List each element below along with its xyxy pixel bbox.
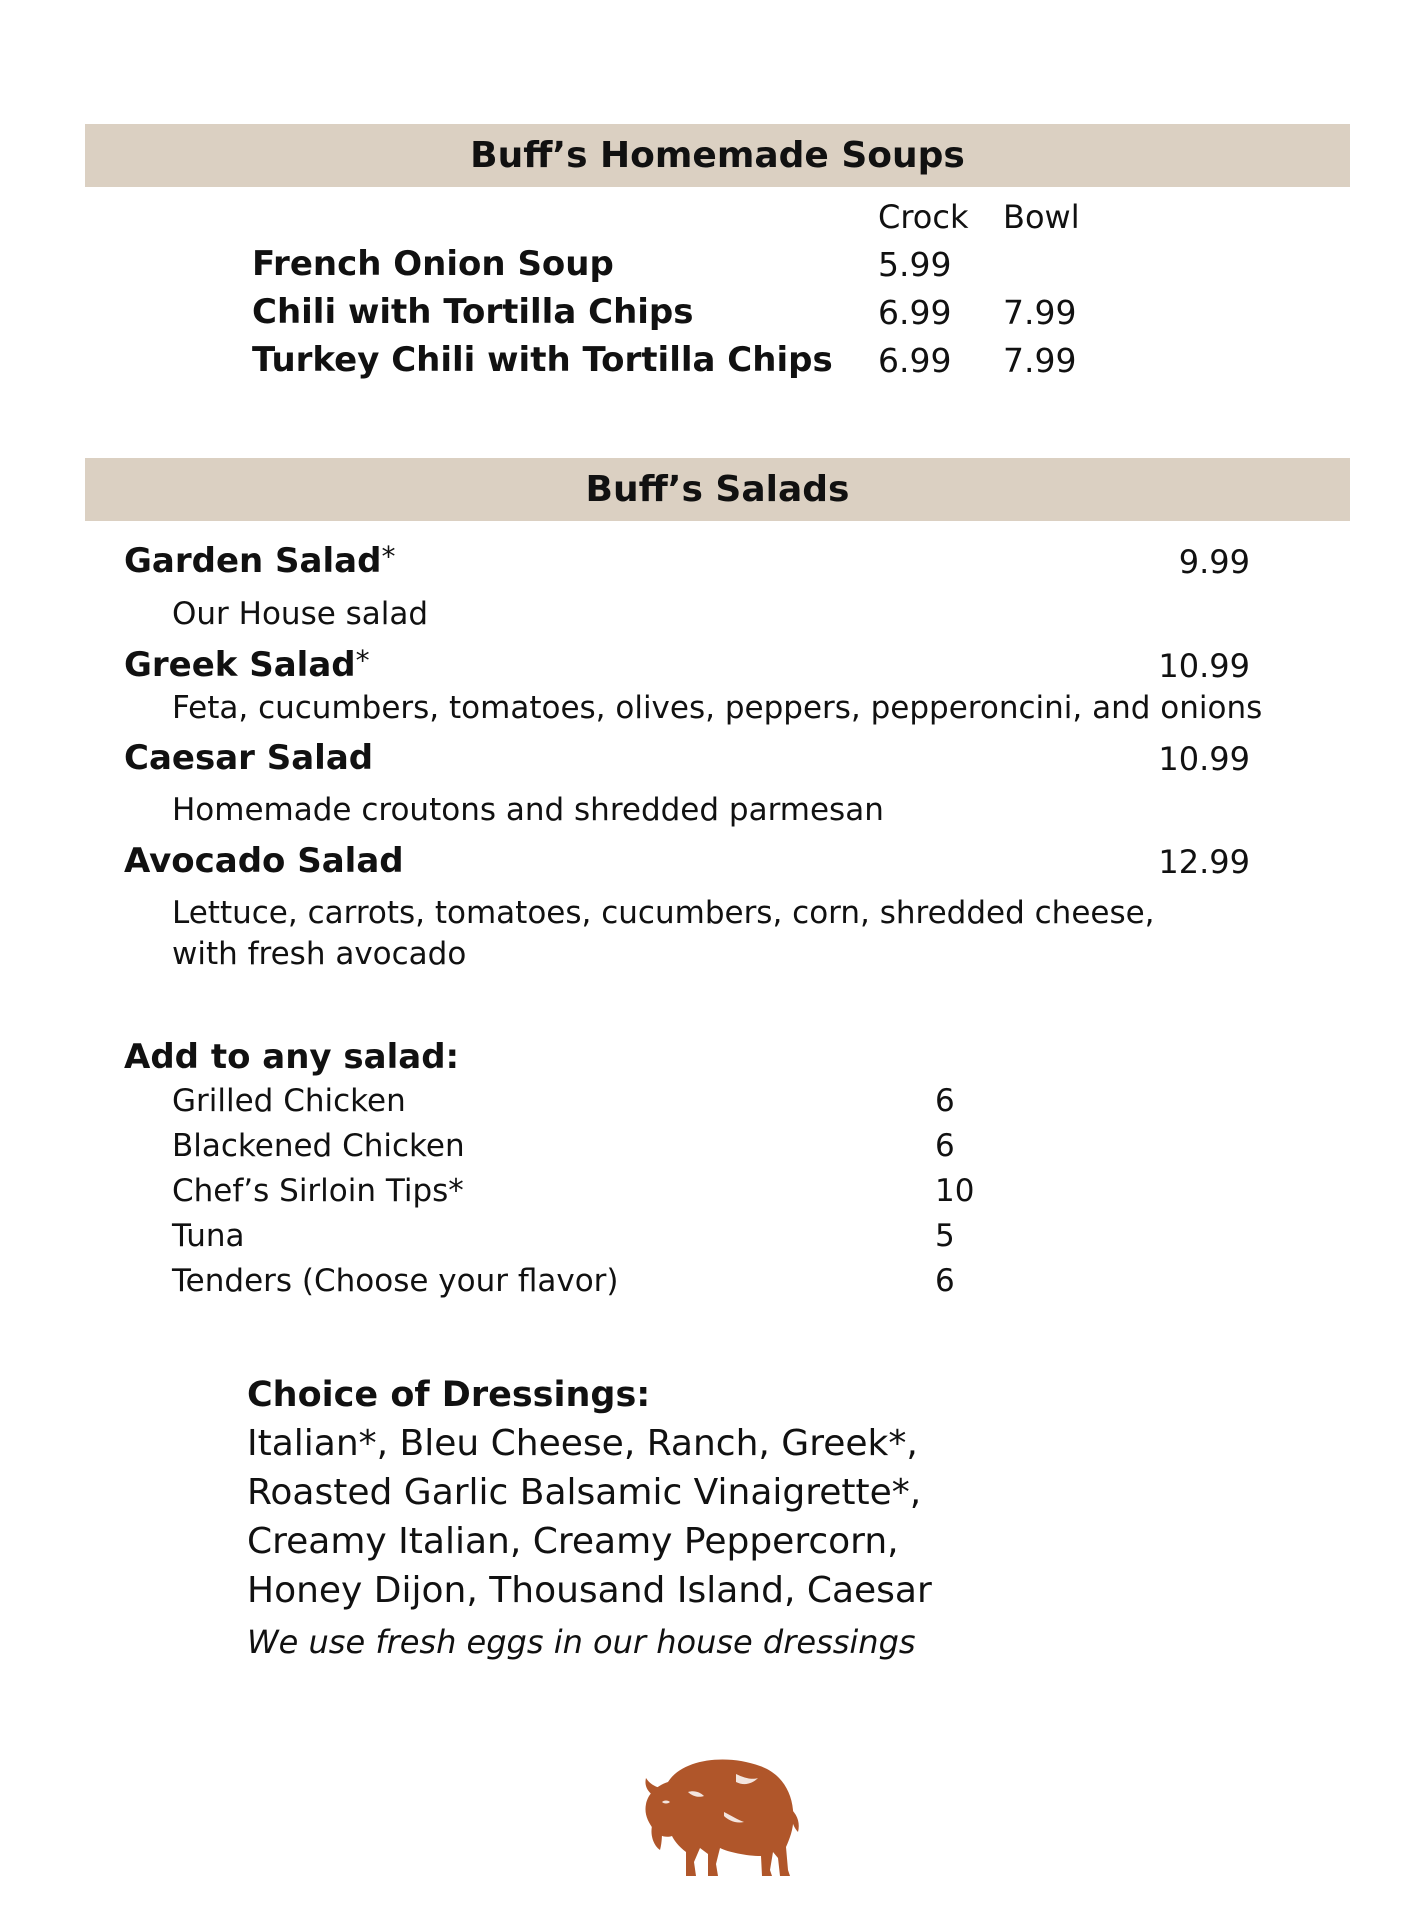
addon-item-price: 6 (935, 1083, 955, 1119)
dressing-line: Creamy Italian, Creamy Peppercorn, (247, 1521, 899, 1562)
soup-item-bowl-price: 7.99 (1003, 293, 1077, 332)
salad-item-description: Homemade croutons and shredded parmesan (172, 792, 884, 828)
soup-item-name: French Onion Soup (252, 244, 614, 284)
salad-name-text: Greek Salad (124, 645, 356, 685)
salad-item-description: Feta, cucumbers, tomatoes, olives, peppers, pepperoncini, and onions (172, 690, 1263, 726)
salad-item-name (124, 840, 404, 881)
dressings-note: We use fresh eggs in our house dressings (247, 1623, 916, 1661)
dressing-line: Roasted Garlic Balsamic Vinaigrette*, (247, 1472, 922, 1513)
soup-item-crock-price: 5.99 (878, 245, 952, 284)
addon-item-price: 6 (935, 1263, 955, 1299)
salad-name-text: Avocado Salad (124, 841, 404, 881)
salad-name-text: Caesar Salad (124, 738, 374, 778)
crock-column-header: Crock (878, 198, 969, 236)
salad-item-name (124, 540, 395, 581)
addon-item-price: 6 (935, 1128, 955, 1164)
addon-item-name: Chef’s Sirloin Tips* (172, 1173, 464, 1209)
salad-item-name (124, 644, 370, 685)
addon-item-name: Blackened Chicken (172, 1128, 465, 1164)
dressing-line: Italian*, Bleu Cheese, Ranch, Greek*, (247, 1423, 918, 1464)
salad-item-price: 12.99 (1158, 843, 1250, 881)
salad-item-price: 10.99 (1158, 740, 1250, 778)
soup-item-crock-price: 6.99 (878, 341, 952, 380)
addon-item-price: 5 (935, 1218, 955, 1254)
salad-name-text: Garden Salad (124, 541, 382, 581)
addon-item-price: 10 (935, 1173, 975, 1209)
bison-logo-icon (628, 1752, 808, 1887)
salad-item-price: 9.99 (1178, 543, 1250, 581)
asterisk-mark: * (381, 540, 396, 573)
salads-banner (85, 458, 1350, 521)
addon-item-name: Tuna (172, 1218, 245, 1254)
soups-title: Buff’s Homemade Soups (470, 135, 965, 176)
soup-item-name: Chili with Tortilla Chips (252, 292, 694, 332)
asterisk-mark: * (355, 644, 370, 677)
salad-item-price: 10.99 (1158, 647, 1250, 685)
soup-item-name: Turkey Chili with Tortilla Chips (252, 340, 833, 380)
salad-item-description: with fresh avocado (172, 936, 467, 972)
addons-title: Add to any salad: (124, 1037, 460, 1077)
salad-item-name (124, 737, 373, 778)
addon-item-name: Tenders (Choose your flavor) (172, 1263, 619, 1299)
salad-item-description: Our House salad (172, 596, 429, 632)
soup-item-crock-price: 6.99 (878, 293, 952, 332)
dressings-title: Choice of Dressings: (247, 1375, 651, 1415)
soups-banner (85, 124, 1350, 187)
dressing-line: Honey Dijon, Thousand Island, Caesar (247, 1570, 932, 1611)
salads-title: Buff’s Salads (585, 469, 850, 510)
addon-item-name: Grilled Chicken (172, 1083, 406, 1119)
bowl-column-header: Bowl (1003, 198, 1080, 236)
soup-item-bowl-price: 7.99 (1003, 341, 1077, 380)
salad-item-description: Lettuce, carrots, tomatoes, cucumbers, corn, shredded cheese, (172, 895, 1155, 931)
